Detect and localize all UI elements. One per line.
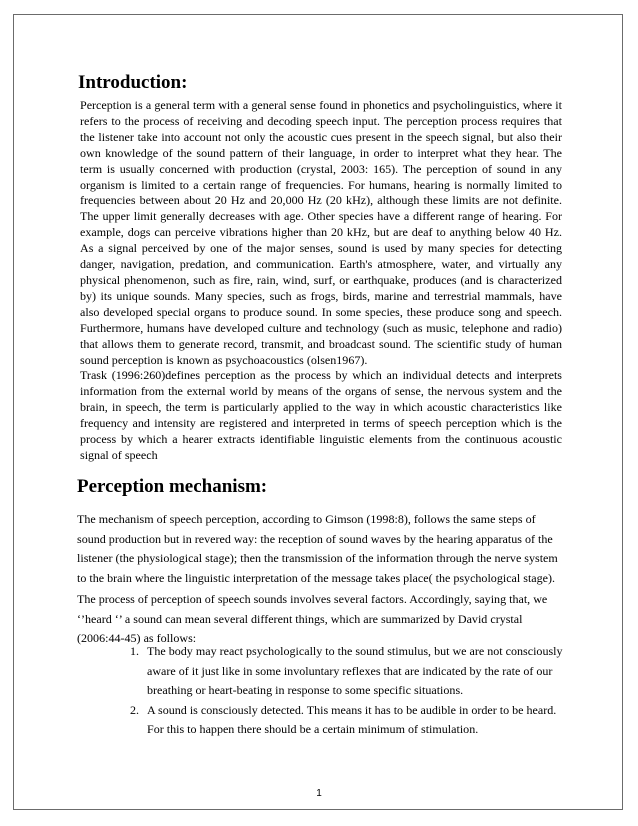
list-item-text: The body may react psychologically to the sound stimulus, but we are not consciously aware of it just like in some involuntary reflexes that are indicated by the rate of our breathing or heart-beating in response to some specific situations. bbox=[147, 644, 563, 698]
list-item bbox=[130, 701, 565, 740]
list-item-text: A sound is consciously detected. This means it has to be audible in order to be heard. For this to happen there should be a certain minimum of stimulation. bbox=[147, 702, 557, 737]
list-item-number: 2. bbox=[130, 702, 140, 717]
numbered-list bbox=[130, 642, 565, 740]
list-item-number: 1. bbox=[130, 644, 140, 658]
perception-mechanism-paragraph-2: The process of perception of speech sounds involves several factors. Accordingly, saying that, we ‘’heard ‘’ a sound can mean several different things, which are summarized by David crystal (2006:44-45) as follows: bbox=[77, 592, 548, 646]
introduction-paragraph-1: Perception is a general term with a general sense found in phonetics and psycholinguistics, where it refers to the process of receiving and decoding speech input. The perception process requires that the listener take into account not only the acoustic cues present in the speech signal, but also their own knowledge of the sound pattern of their language, in order to interpret what they hear. The term is usually concerned with production (crystal, 2003: 165). The perception of sound in any organism is limited to a certain range of frequencies. For humans, hearing is normally limited to frequencies between about 20 Hz and 20,000 Hz (20 kHz), although these limits are not definite. The upper limit generally decreases with age. Other species have a different range of hearing. For example, dogs can perceive vibrations higher than 20 kHz, but are deaf to anything below 40 Hz. As a signal perceived by one of the major senses, sound is used by many species for detecting danger, navigation, predation, and communication. Earth's atmosphere, water, and virtually any physical phenomenon, such as fire, rain, wind, surf, or earthquake, produces (and is characterized by) its unique sounds. Many species, such as frogs, birds, marine and terrestrial mammals, have also developed special organs to produce sound. In some species, these produce song and speech. Furthermore, humans have developed culture and technology (such as music, telephone and radio) that allows them to generate record, transmit, and broadcast sound. The scientific study of human sound perception is known as psychoacoustics (olsen1967). bbox=[80, 98, 562, 367]
page-number: 1 bbox=[316, 788, 322, 799]
introduction-paragraph-2: Trask (1996:260)defines perception as the process by which an individual detects and interprets information from the external world by means of the organs of sense, the nervous system and the brain, in speech, the term is particularly applied to the way in which acoustic characteristics like frequency and intensity are registered and interpreted in terms of speech perception which is the process by which a hearer extracts identifiable linguistic elements from the continuous acoustic signal of speech bbox=[80, 368, 562, 462]
list-item bbox=[130, 642, 565, 701]
perception-mechanism-heading: Perception mechanism: bbox=[77, 476, 268, 497]
introduction-heading: Introduction: bbox=[78, 72, 188, 93]
perception-mechanism-paragraph-1: The mechanism of speech perception, according to Gimson (1998:8), follows the same steps of sound production but in revered way: the reception of sound waves by the hearing apparatus of the listener (the physiological stage); then the transmission of the information through the nerve system to the brain where the linguistic interpretation of the message takes place( the psychological stage). bbox=[77, 512, 558, 585]
introduction-body bbox=[80, 98, 562, 464]
